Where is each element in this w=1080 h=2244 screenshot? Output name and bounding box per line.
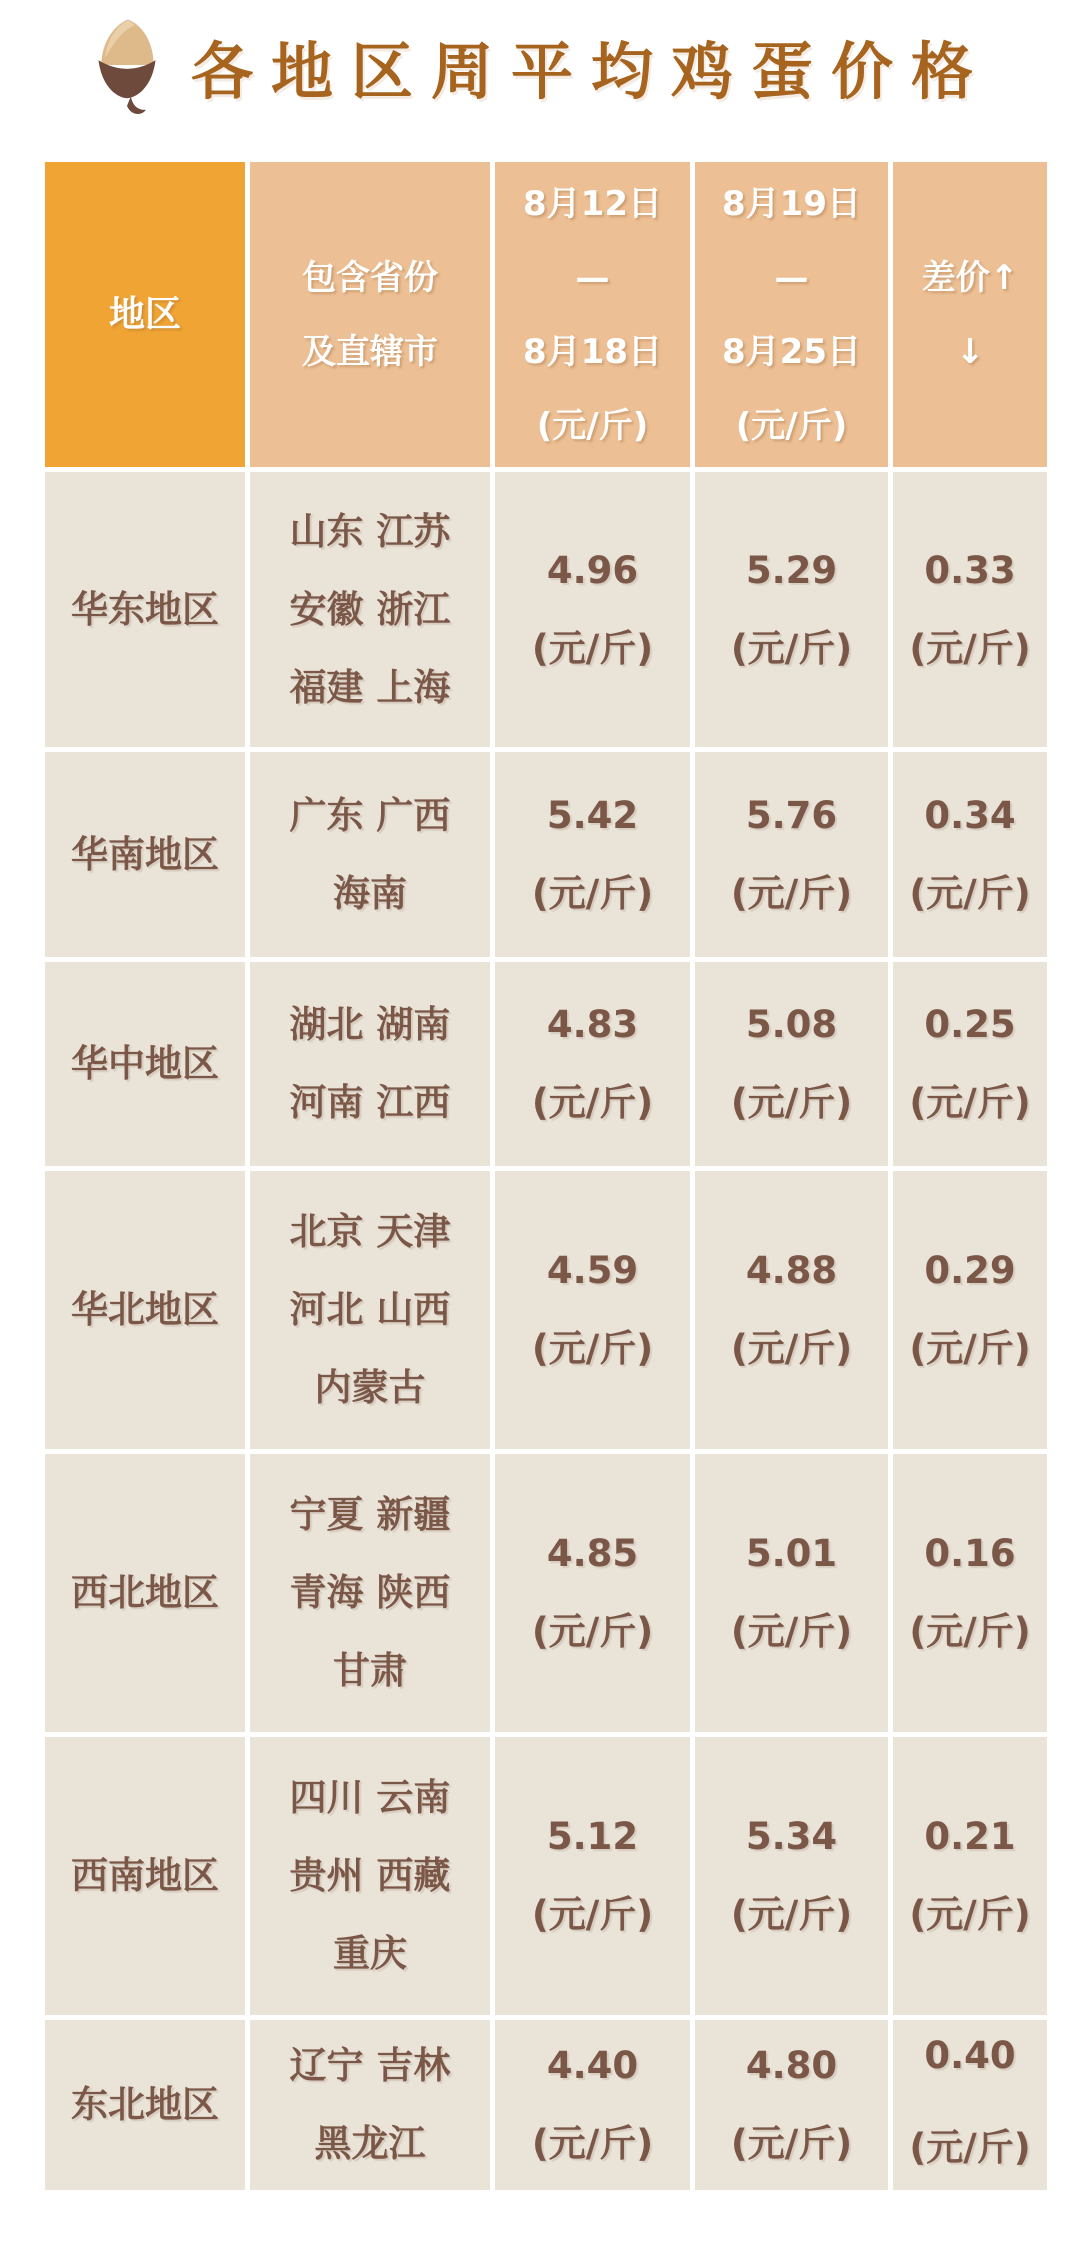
table-row-provinces <box>250 962 490 1166</box>
acorn-icon <box>89 16 165 116</box>
province-line: 辽宁 吉林 <box>289 2044 451 2087</box>
header-week1-unit: (元/斤) <box>536 405 649 446</box>
price-table <box>45 162 1047 2190</box>
price-unit: (元/斤) <box>909 1327 1031 1370</box>
table-row-week2-price <box>695 472 888 747</box>
table-row-week2-price <box>695 1171 888 1449</box>
price-value: 4.96 <box>546 548 639 592</box>
price-value: 5.12 <box>546 1815 639 1858</box>
table-row-diff <box>893 1171 1047 1449</box>
table-row-provinces <box>250 752 490 957</box>
province-line: 广东 广西 <box>289 793 451 837</box>
header-week2-end: 8月25日 <box>722 331 861 372</box>
province-line: 贵州 西藏 <box>289 1854 451 1897</box>
price-unit: (元/斤) <box>531 1327 654 1370</box>
province-line: 黑龙江 <box>314 2122 426 2165</box>
diff-value: 0.40 <box>924 2034 1016 2077</box>
table-row-provinces <box>250 1454 490 1732</box>
price-unit: (元/斤) <box>531 2122 654 2165</box>
table-row-region <box>45 1737 245 2015</box>
price-unit: (元/斤) <box>531 1893 654 1936</box>
table-row-region <box>45 2020 245 2190</box>
table-row-diff <box>893 752 1047 957</box>
price-unit: (元/斤) <box>730 1893 853 1936</box>
table-row-provinces <box>250 2020 490 2190</box>
price-unit: (元/斤) <box>531 626 654 670</box>
region-label: 西南地区 <box>71 1854 219 1897</box>
province-line: 甘肃 <box>333 1649 407 1692</box>
price-unit: (元/斤) <box>909 871 1031 915</box>
table-row-provinces <box>250 472 490 747</box>
table-row-week1-price <box>495 1737 690 2015</box>
header-week1-end: 8月18日 <box>523 331 662 372</box>
header-week2-dash: — <box>774 257 809 298</box>
province-line: 河北 山西 <box>289 1288 451 1331</box>
price-unit: (元/斤) <box>730 871 853 915</box>
header-week1-dash: — <box>575 257 610 298</box>
header-diff-line2: ↓ <box>955 331 985 372</box>
price-value: 5.01 <box>745 1532 838 1575</box>
table-row-week2-price <box>695 2020 888 2190</box>
price-value: 4.80 <box>745 2044 838 2087</box>
price-unit: (元/斤) <box>730 1327 853 1370</box>
header-provinces <box>250 162 490 467</box>
table-row-week1-price <box>495 2020 690 2190</box>
region-label: 华东地区 <box>71 587 219 631</box>
price-value: 4.83 <box>546 1003 639 1046</box>
price-unit: (元/斤) <box>909 1610 1031 1653</box>
table-row-provinces <box>250 1737 490 2015</box>
header-provinces-line2: 及直辖市 <box>302 331 438 372</box>
province-line: 四川 云南 <box>289 1776 451 1819</box>
province-line: 青海 陕西 <box>289 1571 451 1614</box>
province-line: 福建 上海 <box>289 665 451 709</box>
region-label: 华中地区 <box>71 1042 219 1085</box>
province-line: 北京 天津 <box>289 1210 451 1253</box>
price-unit: (元/斤) <box>909 626 1031 670</box>
table-row-week2-price <box>695 752 888 957</box>
price-value: 4.85 <box>546 1532 639 1575</box>
province-line: 湖北 湖南 <box>289 1003 451 1046</box>
table-row-diff <box>893 1737 1047 2015</box>
egg-price-infographic <box>0 16 1080 2190</box>
table-row-region <box>45 1454 245 1732</box>
diff-value: 0.16 <box>924 1532 1016 1575</box>
price-unit: (元/斤) <box>909 2126 1031 2169</box>
province-line: 宁夏 新疆 <box>289 1493 451 1536</box>
page-title: 各地区周平均鸡蛋价格 <box>190 34 991 108</box>
region-label: 华北地区 <box>71 1288 219 1331</box>
table-row-week2-price <box>695 1737 888 2015</box>
price-value: 4.40 <box>546 2044 639 2087</box>
table-row-week1-price <box>495 752 690 957</box>
table-row-region <box>45 1171 245 1449</box>
price-unit: (元/斤) <box>909 1893 1031 1936</box>
page-header <box>0 16 1080 116</box>
table-row-diff <box>893 1454 1047 1732</box>
diff-value: 0.21 <box>924 1815 1016 1858</box>
header-week2-unit: (元/斤) <box>735 405 848 446</box>
diff-value: 0.29 <box>924 1249 1016 1292</box>
table-row-week2-price <box>695 962 888 1166</box>
header-region-label: 地区 <box>108 293 181 335</box>
table-row-provinces <box>250 1171 490 1449</box>
price-unit: (元/斤) <box>909 1081 1031 1124</box>
price-value: 4.59 <box>546 1249 639 1292</box>
table-row-diff <box>893 2020 1047 2190</box>
province-line: 重庆 <box>333 1932 407 1975</box>
header-provinces-line1: 包含省份 <box>302 257 438 298</box>
diff-value: 0.34 <box>924 793 1016 837</box>
price-unit: (元/斤) <box>730 626 853 670</box>
price-value: 4.88 <box>745 1249 838 1292</box>
price-value: 5.29 <box>745 548 838 592</box>
table-row-diff <box>893 472 1047 747</box>
header-week1 <box>495 162 690 467</box>
region-label: 东北地区 <box>71 2083 219 2126</box>
region-label: 西北地区 <box>71 1571 219 1614</box>
table-row-region <box>45 962 245 1166</box>
province-line: 山东 江苏 <box>289 509 451 553</box>
province-line: 内蒙古 <box>314 1366 426 1409</box>
price-unit: (元/斤) <box>730 1610 853 1653</box>
province-line: 海南 <box>333 871 407 915</box>
header-diff <box>893 162 1047 467</box>
header-region <box>45 162 245 467</box>
header-week1-start: 8月12日 <box>523 183 662 224</box>
province-line: 安徽 浙江 <box>289 587 451 631</box>
price-value: 5.34 <box>745 1815 838 1858</box>
price-value: 5.76 <box>745 793 838 837</box>
header-week2 <box>695 162 888 467</box>
price-value: 5.08 <box>745 1003 838 1046</box>
price-unit: (元/斤) <box>531 871 654 915</box>
table-row-week2-price <box>695 1454 888 1732</box>
table-row-week1-price <box>495 472 690 747</box>
table-row-region <box>45 752 245 957</box>
table-row-diff <box>893 962 1047 1166</box>
province-line: 河南 江西 <box>289 1081 451 1124</box>
price-unit: (元/斤) <box>531 1610 654 1653</box>
diff-value: 0.33 <box>924 548 1016 592</box>
region-label: 华南地区 <box>71 832 219 876</box>
table-row-week1-price <box>495 1171 690 1449</box>
table-row-region <box>45 472 245 747</box>
price-unit: (元/斤) <box>730 2122 853 2165</box>
price-unit: (元/斤) <box>531 1081 654 1124</box>
price-unit: (元/斤) <box>730 1081 853 1124</box>
header-week2-start: 8月19日 <box>722 183 861 224</box>
table-row-week1-price <box>495 1454 690 1732</box>
diff-value: 0.25 <box>924 1003 1016 1046</box>
header-diff-line1: 差价↑ <box>921 257 1019 298</box>
table-row-week1-price <box>495 962 690 1166</box>
price-value: 5.42 <box>546 793 639 837</box>
